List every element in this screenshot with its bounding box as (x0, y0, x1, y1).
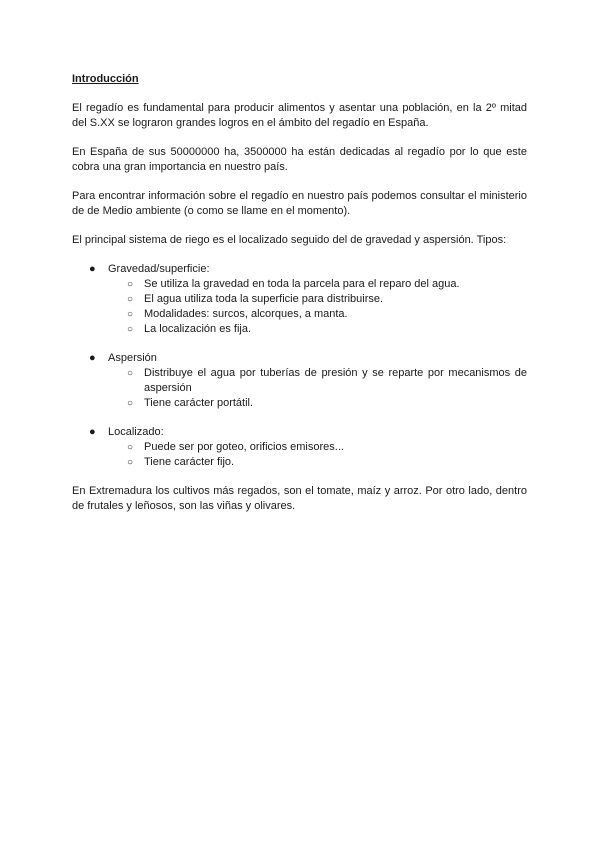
irrigation-types-list (72, 262, 527, 470)
sublist-item (108, 292, 527, 307)
list-item-sprinkler (72, 351, 527, 411)
sublist-localized (108, 440, 527, 470)
bullet-icon: ● (89, 263, 96, 275)
document-page (72, 72, 527, 528)
list-item-label: Gravedad/superficie: (108, 263, 210, 275)
sublist-item (108, 440, 527, 455)
sublist-item-text: Distribuye el agua por tuberías de presión y se reparte por mecanismos de aspersión (144, 367, 527, 394)
sublist-item-text: La localización es fija. (144, 323, 252, 335)
bullet-icon: ● (89, 426, 96, 438)
sublist-item (108, 455, 527, 470)
sublist-item (108, 277, 527, 292)
sublist-item (108, 396, 527, 411)
sublist-item-text: Puede ser por goteo, orificios emisores... (144, 441, 344, 453)
circle-bullet-icon: ○ (127, 398, 134, 409)
paragraph-closing: En Extremadura los cultivos más regados, son el tomate, maíz y arroz. Por otro lado, dentro de frutales y leñosos, son las viñas y olivares. (72, 485, 527, 512)
section-heading: Introducción (72, 73, 139, 85)
sublist-item-text: Tiene carácter fijo. (144, 456, 235, 468)
paragraph-ministry: Para encontrar información sobre el regadío en nuestro país podemos consultar el ministerio de de Medio ambiente (o como se llame en el momento). (72, 190, 527, 217)
sublist-item-text: Se utiliza la gravedad en toda la parcela para el reparo del agua. (144, 278, 460, 290)
list-item-label: Aspersión (108, 352, 157, 364)
list-item-label: Localizado: (108, 426, 164, 438)
sublist-sprinkler (108, 366, 527, 411)
circle-bullet-icon: ○ (127, 442, 134, 453)
sublist-gravity (108, 277, 527, 337)
list-item-gravity (72, 262, 527, 337)
sublist-item-text: Modalidades: surcos, alcorques, a manta. (144, 308, 348, 320)
sublist-item-text: Tiene carácter portátil. (144, 397, 254, 409)
circle-bullet-icon: ○ (127, 279, 134, 290)
sublist-item-text: El agua utiliza toda la superficie para distribuirse. (144, 293, 384, 305)
circle-bullet-icon: ○ (127, 368, 134, 379)
circle-bullet-icon: ○ (127, 294, 134, 305)
circle-bullet-icon: ○ (127, 324, 134, 335)
paragraph-intro: El regadío es fundamental para producir alimentos y asentar una población, en la 2º mitad del S.XX se lograron grandes logros en el ámbito del regadío en España. (72, 102, 527, 129)
circle-bullet-icon: ○ (127, 309, 134, 320)
circle-bullet-icon: ○ (127, 457, 134, 468)
list-item-localized (72, 425, 527, 470)
bullet-icon: ● (89, 352, 96, 364)
paragraph-systems: El principal sistema de riego es el localizado seguido del de gravedad y aspersión. Tipos: (72, 234, 507, 246)
sublist-item (108, 307, 527, 322)
paragraph-area: En España de sus 50000000 ha, 3500000 ha están dedicadas al regadío por lo que este cobra una gran importancia en nuestro país. (72, 146, 527, 173)
sublist-item (108, 322, 527, 337)
sublist-item (108, 366, 527, 396)
